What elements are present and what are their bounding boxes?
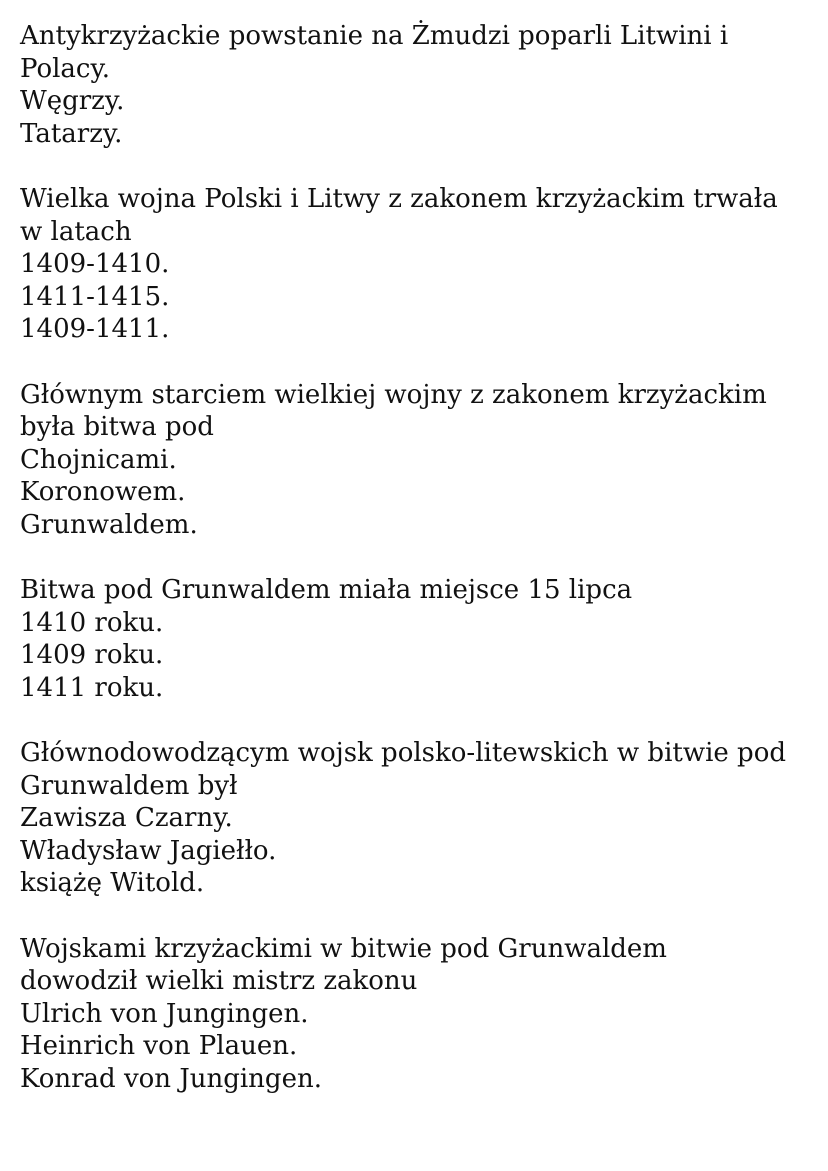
question-2 xyxy=(20,183,820,346)
question-prompt-line: Grunwaldem był xyxy=(20,770,238,801)
question-1 xyxy=(20,20,820,150)
question-prompt-line: była bitwa pod xyxy=(20,412,214,443)
answer-option: Zawisza Czarny. xyxy=(20,803,233,834)
question-6 xyxy=(20,933,820,1096)
question-4 xyxy=(20,574,820,704)
question-prompt-line: dowodził wielki mistrz zakonu xyxy=(20,966,418,997)
question-prompt-line: Głównym starciem wielkiej wojny z zakonem krzyżackim xyxy=(20,379,767,410)
answer-option: 1409-1411. xyxy=(20,314,170,345)
question-5 xyxy=(20,737,820,900)
question-prompt-line: Antykrzyżackie powstanie na Żmudzi poparli Litwini i xyxy=(20,21,729,51)
answer-option: Polacy. xyxy=(20,53,110,84)
answer-option: Koronowem. xyxy=(20,477,186,508)
document-page xyxy=(20,20,820,1128)
question-prompt-line: Wojskami krzyżackimi w bitwie pod Grunwaldem xyxy=(20,933,667,964)
question-prompt-line: Głównodowodzącym wojsk polsko-litewskich w bitwie pod xyxy=(20,738,786,769)
question-3 xyxy=(20,379,820,542)
answer-option: Władysław Jagiełło. xyxy=(20,835,277,866)
question-prompt-line: Wielka wojna Polski i Litwy z zakonem krzyżackim trwała xyxy=(20,183,778,214)
answer-option: 1411 roku. xyxy=(20,672,164,703)
question-prompt-line: Bitwa pod Grunwaldem miała miejsce 15 lipca xyxy=(20,575,633,606)
question-prompt-line: w latach xyxy=(20,216,132,247)
answer-option: Węgrzy. xyxy=(20,86,125,117)
answer-option: Heinrich von Plauen. xyxy=(20,1031,298,1062)
answer-option: 1409 roku. xyxy=(20,640,164,671)
answer-option: 1411-1415. xyxy=(20,281,170,312)
answer-option: Konrad von Jungingen. xyxy=(20,1064,322,1094)
answer-option: Tatarzy. xyxy=(20,118,123,149)
answer-option: Ulrich von Jungingen. xyxy=(20,998,309,1029)
answer-option: 1409-1410. xyxy=(20,249,170,280)
answer-option: Chojnicami. xyxy=(20,444,177,475)
answer-option: 1410 roku. xyxy=(20,607,164,638)
answer-option: Grunwaldem. xyxy=(20,509,198,540)
answer-option: książę Witold. xyxy=(20,868,205,899)
